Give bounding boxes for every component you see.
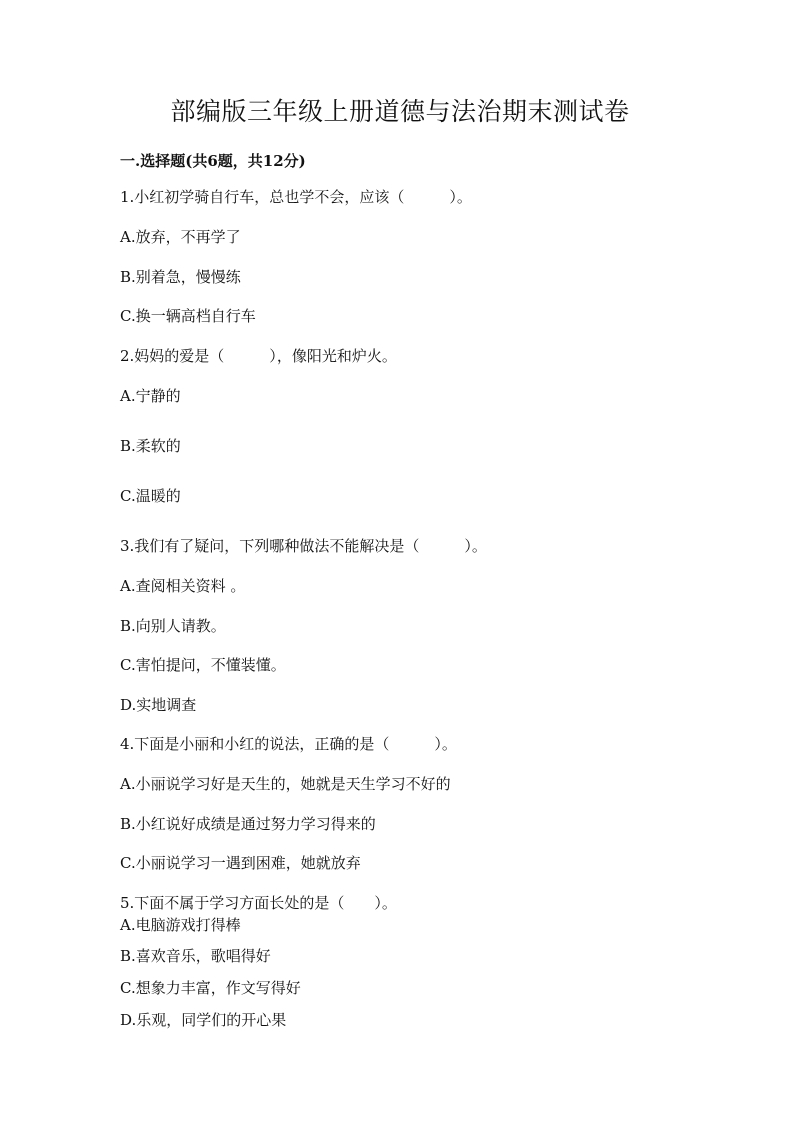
section-heading: 一.选择题(共6题，共12分) bbox=[120, 152, 306, 170]
question-3-option-c: C.害怕提问，不懂装懂。 bbox=[120, 656, 286, 674]
question-2-option-a: A.宁静的 bbox=[120, 387, 181, 405]
page-title: 部编版三年级上册道德与法治期末测试卷 bbox=[170, 97, 630, 126]
question-2-option-b: B.柔软的 bbox=[120, 437, 181, 455]
question-stem-4: 4.下面是小丽和小红的说法，正确的是（ ）。 bbox=[120, 735, 457, 753]
question-3-option-a: A.查阅相关资料 。 bbox=[120, 577, 246, 595]
question-5-option-b: B.喜欢音乐，歌唱得好 bbox=[120, 947, 271, 965]
question-5-option-c: C.想象力丰富，作文写得好 bbox=[120, 979, 301, 997]
question-stem-5: 5.下面不属于学习方面长处的是（ ）。 bbox=[120, 894, 397, 912]
question-3-option-b: B.向别人请教。 bbox=[120, 617, 226, 635]
question-1-option-a: A.放弃，不再学了 bbox=[120, 228, 241, 246]
question-1-option-c: C.换一辆高档自行车 bbox=[120, 307, 256, 325]
question-stem-2: 2.妈妈的爱是（ ），像阳光和炉火。 bbox=[120, 347, 397, 365]
question-stem-1: 1.小红初学骑自行车，总也学不会，应该（ ）。 bbox=[120, 188, 472, 206]
question-5-option-a: A.电脑游戏打得棒 bbox=[120, 916, 241, 934]
question-1-option-b: B.别着急，慢慢练 bbox=[120, 268, 241, 286]
question-3-option-d: D.实地调查 bbox=[120, 696, 197, 714]
question-5-option-d: D.乐观，同学们的开心果 bbox=[120, 1011, 287, 1029]
question-4-option-b: B.小红说好成绩是通过努力学习得来的 bbox=[120, 815, 376, 833]
question-4-option-a: A.小丽说学习好是天生的，她就是天生学习不好的 bbox=[120, 775, 451, 793]
question-stem-3: 3.我们有了疑问，下列哪种做法不能解决是（ ）。 bbox=[120, 537, 487, 555]
question-4-option-c: C.小丽说学习一遇到困难，她就放弃 bbox=[120, 854, 361, 872]
question-2-option-c: C.温暖的 bbox=[120, 487, 181, 505]
